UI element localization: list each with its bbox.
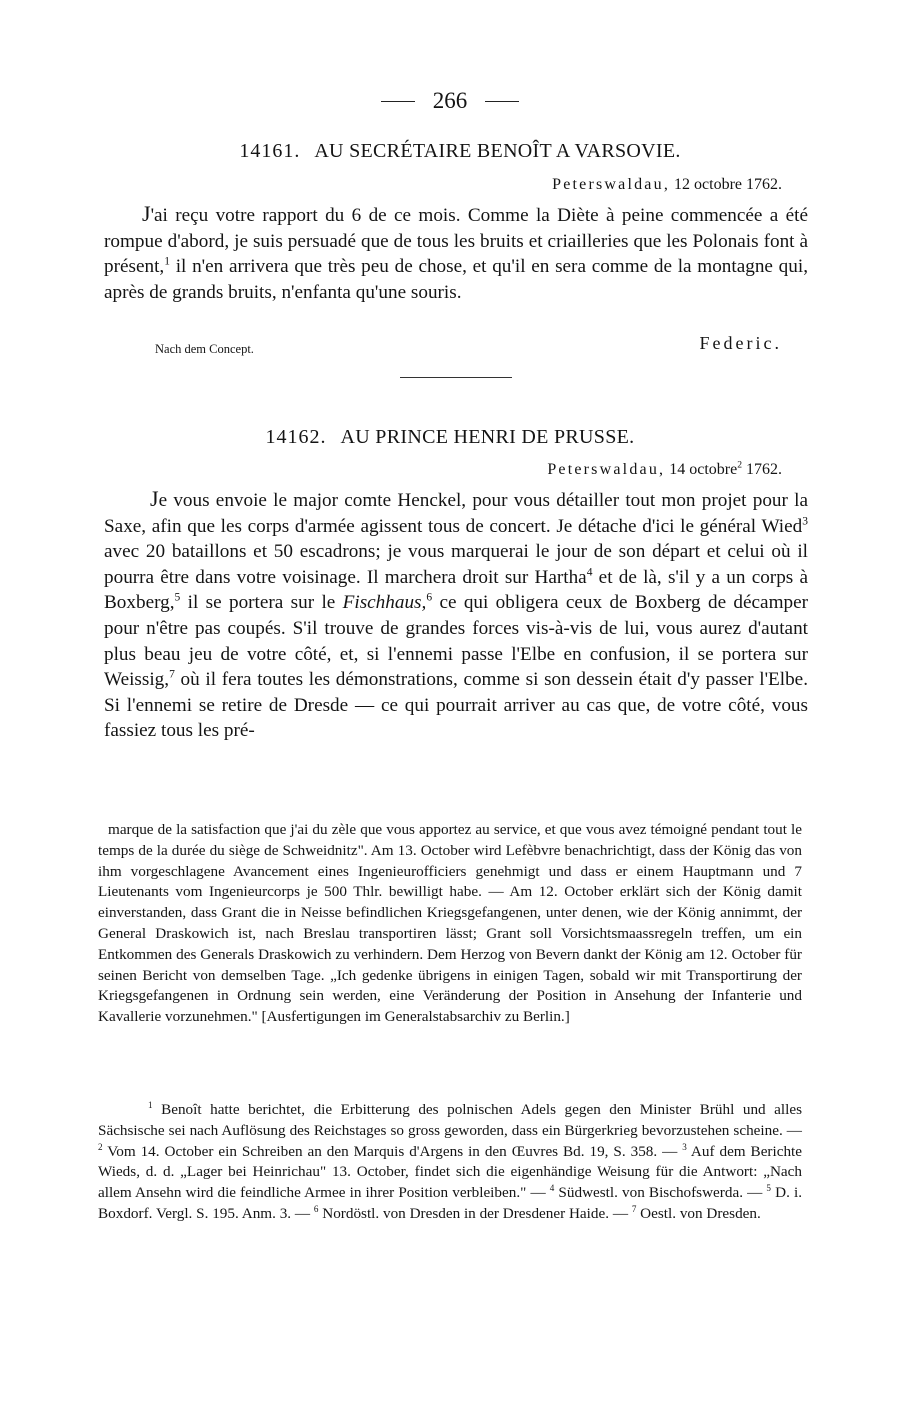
- footnote-ref-7: 7: [169, 668, 175, 681]
- source-note: Nach dem Concept.: [155, 342, 254, 356]
- footnote-4-text: Südwestl. von Bischofswerda. —: [554, 1184, 767, 1202]
- letter-2-number: 14162.: [265, 426, 327, 448]
- footnote-1-mark: 1: [148, 1099, 153, 1110]
- signature: Federic.: [699, 333, 782, 353]
- letter-1-body: [104, 201, 808, 305]
- letter-1-place: Peterswaldau,: [552, 176, 671, 193]
- letter-1-body-text: 'ai reçu votre rapport du 6 de ce mois. Comme la Diète à peine commencée a été rompue d'abord, je suis persuadé que de tous les bruits et criailleries que les Polonais font à présent,: [104, 205, 808, 278]
- letter-2-seg-6: où il fera toutes les démonstrations, comme si son dessein était d'y passer l'Elbe. Si l'ennemi se retire de Dresde — ce qui pourrait arriver au cas que, de votre côté, vous fassiez tous les pré-: [104, 669, 808, 742]
- section-divider: [400, 377, 512, 378]
- letter-2-seg-3: et de là, s'il y a un corps à Boxberg,: [104, 566, 808, 614]
- header-rule-right: [485, 101, 519, 102]
- letter-2-title: [0, 426, 900, 449]
- letter-1-dateline: [552, 176, 782, 194]
- footnote-continuation: marque de la satisfaction que j'ai du zèle que vous apportez au service, et que vous avez témoigné pendant tout le temps de la durée du siège de Schweidnitz". Am 13. October wird Lefèbvre benachrichtigt, dass der König das von ihm vorgeschlagene Avancement eines Ingenieurofficiers genehmigt und dass er einem Hauptmann und 7 Lieutenants vom Ingenieurcorps je 500 Thlr. bewilligt habe. — Am 12. October erklärt sich der König damit einverstanden, dass Grant die in Neisse befindlichen Kriegsgefangenen, unter denen, wie der König annimmt, der General Draskowich ist, nach Breslau transportiren lässt; Grant soll Vorsichtsmaassregeln treffen, um ein Entkommen des Generals Draskowich zu verhindern. Dem Herzog von Bevern dankt der König am 12. October für seinen Bericht von demselben Tage. „Ich gedenke übrigens in einigen Tagen, sobald wir mit Transportirung der Kriegsgefangenen in Ordnung sein werden, eine Veränderung der Position in Ansehung der Infanterie und Kavallerie vorzunehmen." [Ausfertigungen im Generalstabsarchiv zu Berlin.]: [98, 821, 802, 1026]
- footnote-5-text: D. i. Boxdorf. Vergl. S. 195. Anm. 3. —: [98, 1184, 803, 1222]
- letter-2-seg-1: e vous envoie le major comte Henckel, pour vous détailler tout mon projet pour la Saxe, afin que les corps d'armée agissent tous de concert. Je détache d'ici le général Wied: [104, 490, 808, 537]
- letter-2-dateline: [547, 461, 782, 479]
- footnote-2-text: Vom 14. October ein Schreiben an den Marquis d'Argens in den Œuvres Bd. 19, S. 358. —: [102, 1142, 683, 1160]
- footnote-4-mark: 4: [549, 1183, 555, 1194]
- footnote-7-mark: 7: [631, 1203, 637, 1214]
- letter-1-number: 14161.: [239, 140, 301, 162]
- footnote-ref-6: 6: [426, 591, 433, 604]
- footnote-7-text: Oestl. von Dresden.: [636, 1204, 761, 1222]
- letter-1-body-end: il n'en arrivera que très peu de chose, et qu'il en sera comme de la montagne qui, après de grands bruits, n'enfanta qu'une souris.: [104, 256, 808, 303]
- footnote-ref-2: 2: [737, 459, 742, 471]
- letter-1-date: 12 octobre 1762.: [674, 176, 782, 193]
- letter-1-title: [0, 140, 900, 163]
- footnote-ref-3: 3: [802, 515, 808, 528]
- letter-2-place: Peterswaldau,: [547, 461, 666, 478]
- page-number: 266: [432, 88, 468, 113]
- footnote-1-text: Benoît hatte berichtet, die Erbitterung des polnischen Adels gegen den Minister Brühl und alles Sächsische sei nach Auflösung des Reichstages so gross geworden, dass ein Bürgerkrieg bevorzustehen scheine. —: [98, 1101, 802, 1139]
- footnote-3-text: Auf dem Berichte Wieds, d. d. „Lager bei Heinrichau" 13. October, findet sich die eigenhändige Weisung für die Antwort: „Nach allem Ansehn wird die feindliche Armee in ihrer Position verbleiben." —: [98, 1142, 803, 1202]
- footnote-3-mark: 3: [682, 1141, 687, 1152]
- footnote-5-mark: 5: [766, 1183, 771, 1194]
- letter-2-italic-fischhaus: Fischhaus,: [342, 592, 427, 614]
- letter-2-seg-5: ce qui obligera ceux de Boxberg de décamper pour n'être pas coupés. S'il trouve de grandes forces vis-à-vis de lui, vous aurez d'autant plus beau jeu de votre côté, et, si l'ennemi passe l'Elbe en confusion, il se portera sur Weissig,: [104, 592, 808, 691]
- letter-2-body: [104, 486, 808, 744]
- footnote-ref-5: 5: [174, 591, 181, 604]
- footnotes-block: [98, 1100, 802, 1225]
- letter-2-heading: AU PRINCE HENRI DE PRUSSE.: [340, 426, 635, 448]
- footnote-6-text: Nordöstl. von Dresden in der Dresdener Haide. —: [318, 1204, 632, 1222]
- footnote-ref-4: 4: [586, 566, 593, 579]
- letter-2-seg-4: il se portera sur le: [180, 592, 343, 614]
- header-rule-left: [381, 101, 415, 102]
- footnote-ref-1: 1: [164, 255, 170, 268]
- letter-2-date-a: 14 octobre: [669, 461, 738, 478]
- letter-2-date-b: 1762.: [742, 461, 782, 478]
- letter-2-dropcap: J: [150, 486, 159, 511]
- footnote-6-mark: 6: [313, 1203, 319, 1214]
- footnote-2-mark: 2: [98, 1141, 103, 1152]
- page-header: [0, 84, 900, 118]
- letter-1-heading: AU SECRÉTAIRE BENOÎT A VARSOVIE.: [314, 140, 681, 162]
- letter-1-dropcap: J: [142, 201, 151, 226]
- letter-2-seg-2: avec 20 bataillons et 50 escadrons; je vous marquerai le jour de son départ et celui où il pourra être dans votre voisinage. Il marchera droit sur Hartha: [104, 541, 808, 588]
